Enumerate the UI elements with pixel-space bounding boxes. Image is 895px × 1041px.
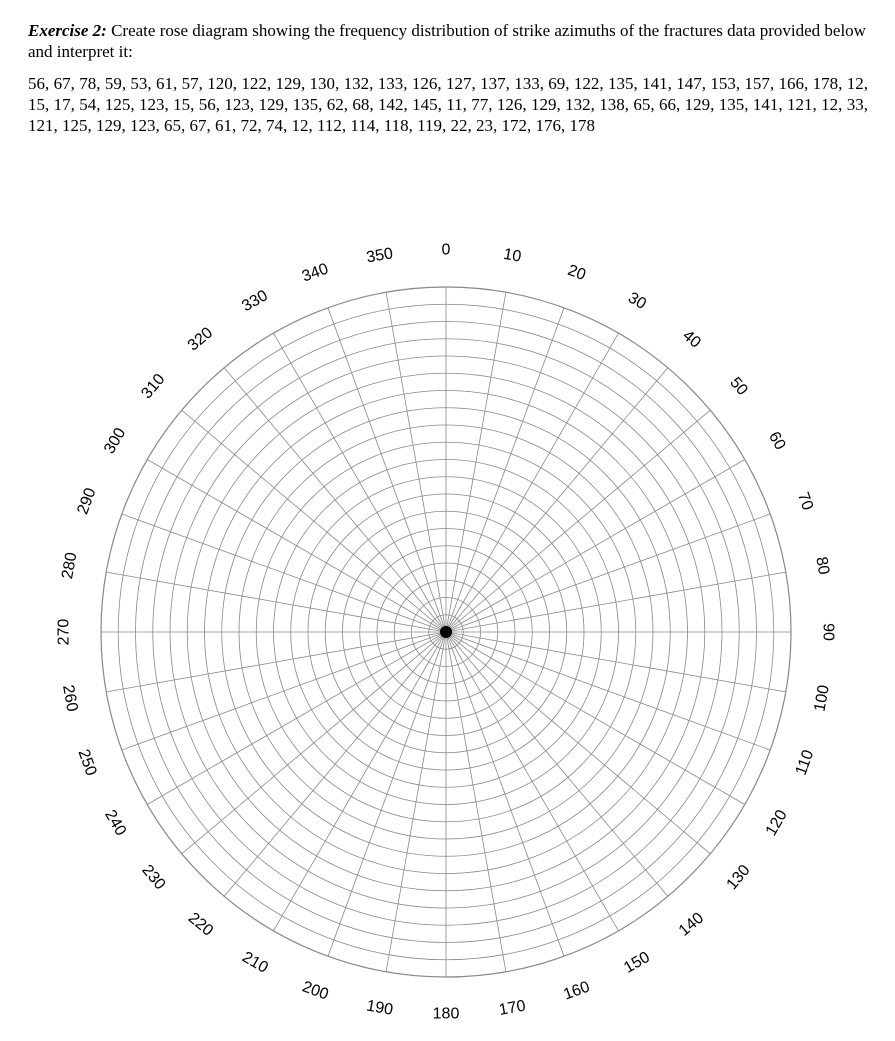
grid-ray	[224, 368, 446, 632]
angle-label-160: 160	[561, 978, 593, 1004]
grid-ray	[182, 632, 446, 854]
grid-ray	[446, 632, 619, 931]
angle-label-230: 230	[138, 861, 169, 894]
angle-label-270: 270	[55, 618, 73, 646]
grid-ray	[182, 410, 446, 632]
angle-label-10: 10	[502, 245, 523, 266]
grid-ray	[224, 632, 446, 896]
grid-ray	[274, 333, 447, 632]
angle-label-30: 30	[625, 289, 649, 314]
angle-label-250: 250	[74, 747, 100, 779]
angle-label-200: 200	[299, 978, 331, 1004]
angle-label-290: 290	[74, 485, 100, 517]
angle-label-90: 90	[819, 623, 837, 641]
angle-label-190: 190	[365, 997, 395, 1019]
angle-label-150: 150	[621, 948, 653, 977]
angle-label-240: 240	[101, 807, 130, 839]
angle-label-140: 140	[675, 909, 708, 940]
exercise-label: Exercise 2:	[28, 21, 107, 40]
angle-label-60: 60	[764, 429, 789, 453]
angle-label-260: 260	[59, 683, 81, 713]
grid-ray	[106, 572, 446, 632]
grid-ray	[274, 632, 447, 931]
angle-label-180: 180	[432, 1005, 460, 1023]
angle-label-350: 350	[365, 245, 395, 267]
angle-label-100: 100	[811, 683, 833, 713]
angle-label-70: 70	[793, 490, 817, 513]
angle-label-120: 120	[762, 807, 791, 839]
angle-label-50: 50	[726, 374, 751, 399]
angle-label-220: 220	[184, 909, 217, 940]
grid-ray	[446, 632, 786, 692]
angle-label-130: 130	[723, 861, 754, 894]
grid-ray	[386, 632, 446, 972]
exercise-instruction	[28, 20, 868, 62]
angle-label-170: 170	[497, 997, 527, 1019]
angle-label-300: 300	[101, 425, 130, 457]
grid-ray	[446, 460, 745, 633]
angle-label-280: 280	[59, 551, 81, 581]
angle-label-320: 320	[184, 324, 217, 355]
grid-ray	[446, 292, 506, 632]
grid-ray	[386, 292, 446, 632]
angle-label-20: 20	[565, 261, 588, 285]
grid-ray	[147, 460, 446, 633]
angle-label-110: 110	[792, 747, 818, 778]
grid-ray	[446, 632, 668, 896]
angle-label-210: 210	[239, 948, 271, 977]
angle-label-80: 80	[812, 555, 833, 576]
grid-ray	[446, 632, 745, 805]
center-point	[440, 626, 452, 638]
grid-ray	[446, 368, 668, 632]
exercise-block	[28, 20, 868, 136]
rose-diagram-grid	[0, 235, 895, 1041]
grid-ray	[446, 632, 710, 854]
grid-ray	[446, 333, 619, 632]
grid-ray	[446, 410, 710, 632]
strike-azimuth-data: 56, 67, 78, 59, 53, 61, 57, 120, 122, 129, 130, 132, 133, 126, 127, 137, 133, 69, 122, 135, 141, 147, 153, 157, 166, 178, 12, 15, 17, 54, 125, 123, 15, 56, 123, 129, 135, 62, 68, 142, 145, 11, 77, 126, 129, 132, 138, 65, 66, 129, 135, 141, 121, 12, 33, 121, 125, 129, 123, 65, 67, 61, 72, 74, 12, 112, 114, 118, 119, 22, 23, 172, 176, 178	[28, 74, 868, 135]
angle-label-0: 0	[441, 241, 451, 259]
grid-ray	[446, 572, 786, 632]
exercise-instruction-text: Create rose diagram showing the frequency distribution of strike azimuths of the fractures data provided below and interpret it:	[28, 21, 866, 61]
grid-ray	[446, 632, 506, 972]
angle-label-340: 340	[299, 260, 331, 286]
angle-label-40: 40	[679, 327, 704, 352]
angle-label-310: 310	[138, 370, 169, 403]
grid-ray	[106, 632, 446, 692]
grid-ray	[147, 632, 446, 805]
angle-label-330: 330	[239, 287, 271, 316]
